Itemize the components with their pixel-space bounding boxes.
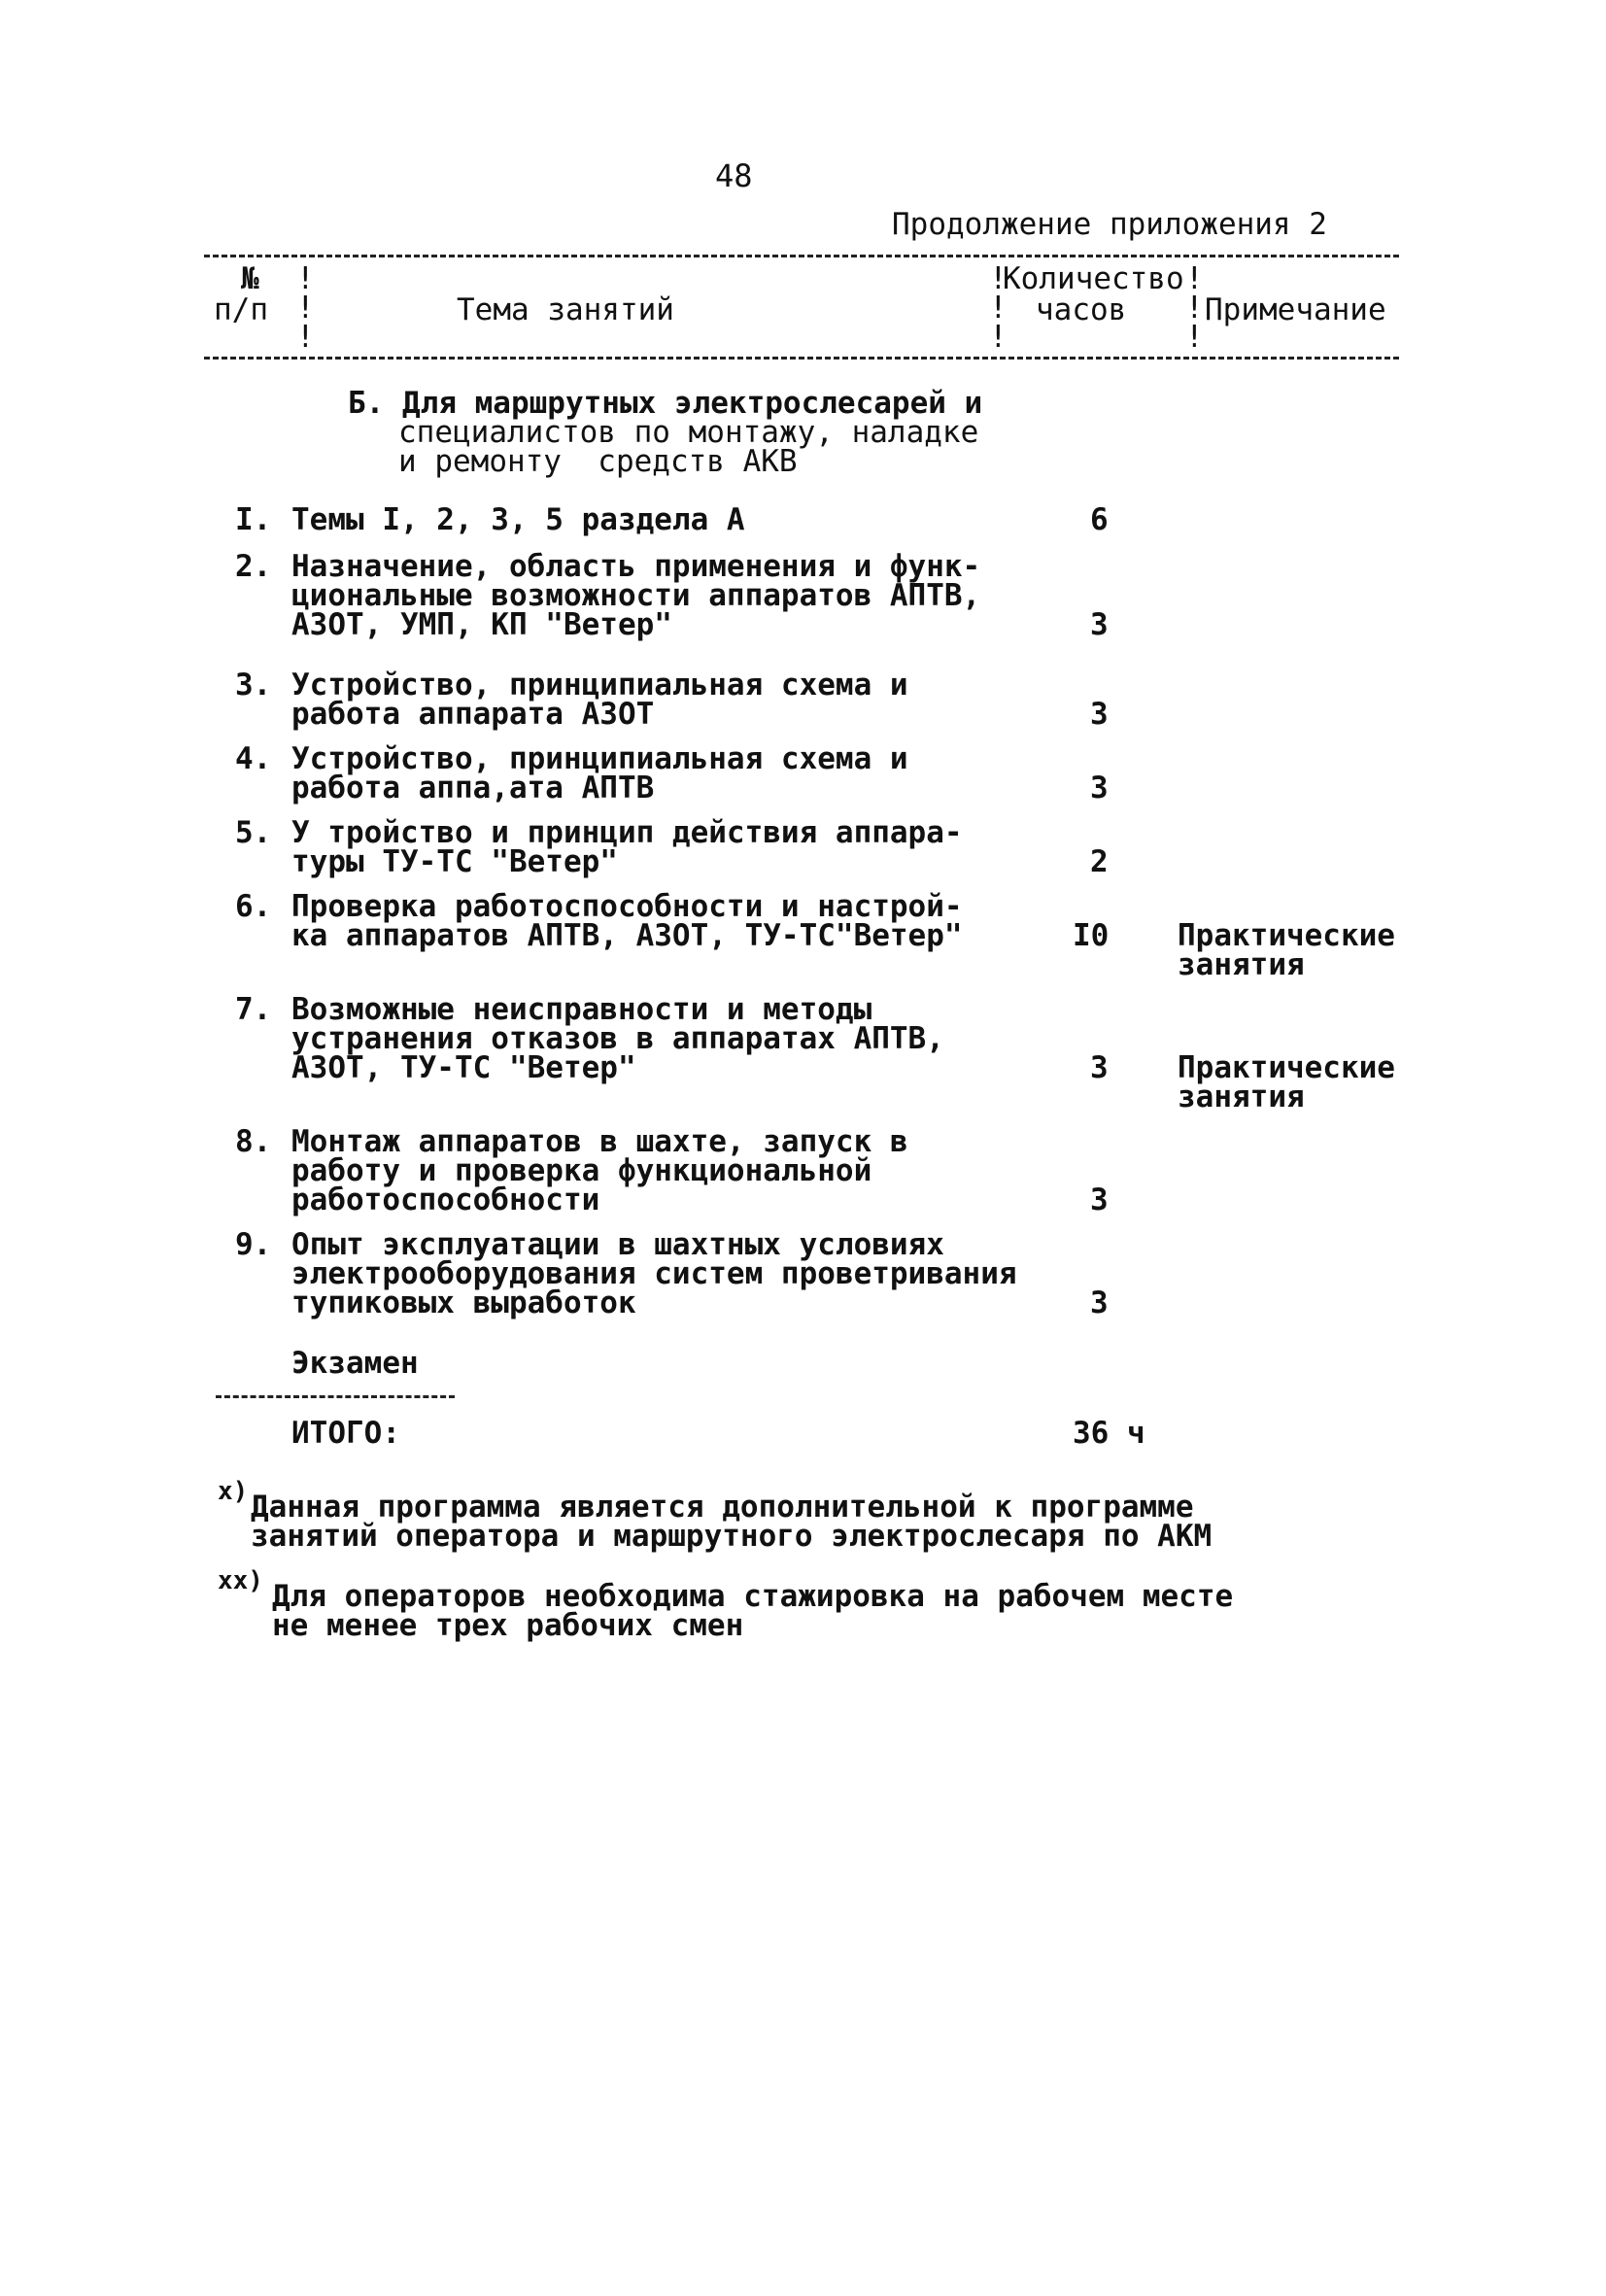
row-7-hours: 3 [1090,1050,1109,1085]
row-4-num: 4. [235,741,272,776]
section-title-line-1: Б. Для маршрутных электрослесарей и [348,386,983,421]
header-separator: ! ! ! [989,261,1008,355]
row-4-topic-line-2: работа аппа,ата АПТВ [291,771,655,805]
row-2-num: 2. [235,549,272,584]
section-title-line-2: специалистов по монтажу, наладке [398,415,979,450]
row-2-hours: 3 [1090,607,1109,642]
footnote-2-mark: хх) [218,1566,263,1595]
row-9-topic-line-1: Опыт эксплуатации в шахтных условиях [291,1227,944,1262]
row-8-topic-line-3: работоспособности [291,1182,600,1217]
header-note: Примечание [1205,292,1386,327]
row-7-topic-line-3: АЗОТ, ТУ-ТС "Ветер" [291,1050,636,1085]
row-1-topic-line-1: Темы I, 2, 3, 5 раздела А [291,502,745,537]
continuation-caption: Продолжение приложения 2 [892,207,1327,242]
header-topic: Тема занятий [457,292,674,327]
row-3-topic-line-2: работа аппарата АЗОТ [291,697,655,732]
section-title-line-3: и ремонту средств АКВ [398,444,798,479]
row-3-num: 3. [235,668,272,703]
row-5-hours: 2 [1090,844,1109,879]
page-number: 48 [715,157,753,194]
row-9-hours: 3 [1090,1285,1109,1320]
total-label: ИТОГО: [291,1416,400,1451]
row-5-topic-line-2: туры ТУ-ТС "Ветер" [291,844,618,879]
row-1-num: I. [235,502,272,537]
row-1-hours: 6 [1090,502,1109,537]
row-6-hours: I0 [1073,918,1110,953]
header-num-top: № [241,261,259,296]
footnote-2-line-2: не менее трех рабочих смен [272,1608,744,1643]
row-5-topic-line-1: У тройство и принцип действия аппара- [291,815,963,850]
row-7-note-line-2: занятия [1178,1079,1305,1114]
row-2-topic-line-2: циональные возможности аппаратов АПТВ, [291,578,981,613]
row-8-topic-line-1: Монтаж аппаратов в шахте, запуск в [291,1124,908,1159]
row-8-num: 8. [235,1124,272,1159]
table-top-rule [204,255,1399,257]
row-6-note-line-1: Практические [1178,918,1395,953]
row-6-num: 6. [235,889,272,924]
row-9-topic-line-3: тупиковых выработок [291,1285,636,1320]
row-9-topic-line-2: электрооборудования систем проветривания [291,1256,1017,1291]
row-4-hours: 3 [1090,771,1109,805]
header-hours-bottom: часов [1036,292,1127,327]
row-2-topic-line-3: АЗОТ, УМП, КП "Ветер" [291,607,672,642]
header-hours-top: Количество [1003,261,1184,296]
total-value: 36 ч [1073,1416,1145,1451]
row-3-hours: 3 [1090,697,1109,732]
total-rule [216,1395,455,1398]
row-8-topic-line-2: работу и проверка функциональной [291,1153,872,1188]
row-4-topic-line-1: Устройство, принципиальная схема и [291,741,908,776]
row-6-topic-line-2: ка аппаратов АПТВ, АЗОТ, ТУ-ТС"Ветер" [291,918,963,953]
footnote-1-line-2: занятий оператора и маршрутного электрослесаря по АКМ [251,1519,1213,1554]
header-separator: ! ! ! [1185,261,1204,355]
row-8-hours: 3 [1090,1182,1109,1217]
header-separator: ! ! ! [296,261,315,355]
footnote-2-line-1: Для операторов необходима стажировка на рабочем месте [272,1579,1234,1614]
row-7-num: 7. [235,992,272,1027]
table-header-bottom-rule [204,357,1399,360]
row-2-topic-line-1: Назначение, область применения и функ- [291,549,981,584]
header-num-bottom: п/п [214,292,268,327]
row-6-topic-line-1: Проверка работоспособности и настрой- [291,889,963,924]
footnote-1-mark: х) [218,1477,249,1506]
footnote-1-line-1: Данная программа является дополнительной к программе [251,1490,1194,1525]
exam-label: Экзамен [291,1346,419,1381]
row-6-note-line-2: занятия [1178,947,1305,982]
row-5-num: 5. [235,815,272,850]
row-9-num: 9. [235,1227,272,1262]
row-7-topic-line-2: устранения отказов в аппаратах АПТВ, [291,1021,944,1056]
row-7-note-line-1: Практические [1178,1050,1395,1085]
row-3-topic-line-1: Устройство, принципиальная схема и [291,668,908,703]
row-7-topic-line-1: Возможные неисправности и методы [291,992,872,1027]
